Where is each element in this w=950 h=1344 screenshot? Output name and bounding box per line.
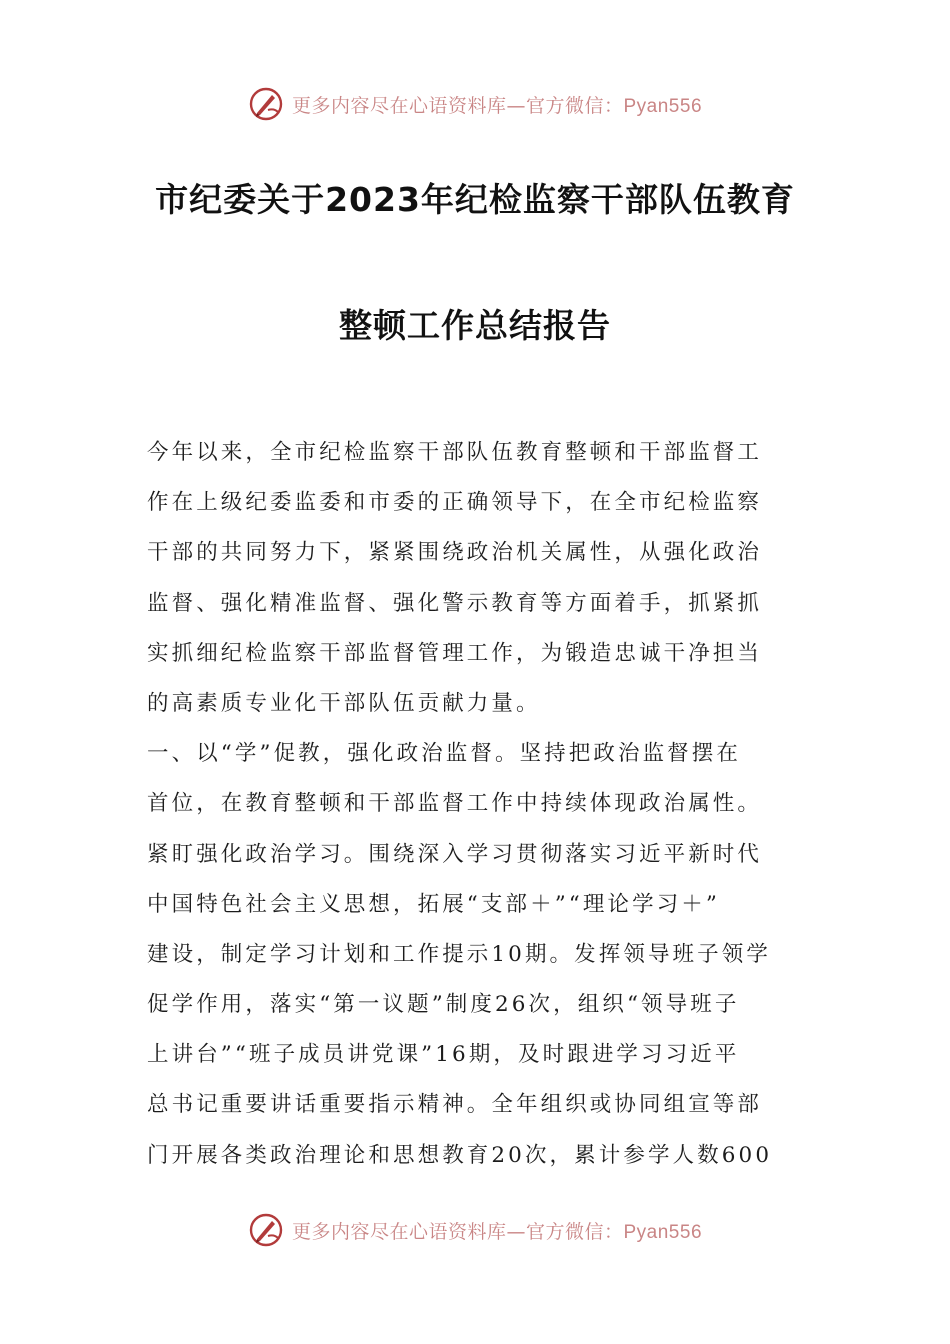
body-line: 监督、强化精准监督、强化警示教育等方面着手，抓紧抓: [147, 590, 763, 616]
document-title-line-1: 市纪委关于2023年纪检监察干部队伍教育: [155, 180, 795, 219]
watermark-text: [292, 1217, 702, 1244]
watermark-text: [292, 91, 702, 118]
body-line: 的高素质专业化干部队伍贡献力量。: [147, 690, 541, 716]
document-body: [147, 428, 807, 1181]
pen-logo-icon: [248, 1212, 284, 1248]
footer-watermark: [0, 1210, 950, 1250]
header-watermark: [0, 84, 950, 124]
document-title-line-2: 整顿工作总结报告: [339, 306, 611, 345]
body-line: 中国特色社会主义思想，拓展“支部＋”“理论学习＋”: [147, 891, 720, 917]
body-line: 建设，制定学习计划和工作提示10期。发挥领导班子领学: [147, 941, 771, 967]
watermark-wechat-id: Pyan556: [623, 1221, 703, 1243]
body-line: 作在上级纪委监委和市委的正确领导下，在全市纪检监察: [147, 490, 763, 516]
body-line: 干部的共同努力下，紧紧围绕政治机关属性，从强化政治: [147, 540, 763, 566]
pen-logo-icon: [248, 86, 284, 122]
body-line: 促学作用，落实“第一议题”制度26次，组织“领导班子: [147, 992, 740, 1018]
body-line: 实抓细纪检监察干部监督管理工作，为锻造忠诚干净担当: [147, 640, 763, 666]
body-line: 总书记重要讲话重要指示精神。全年组织或协同组宣等部: [147, 1092, 763, 1118]
watermark-text-cn: 更多内容尽在心语资料库—官方微信：: [291, 1220, 624, 1243]
body-line: 门开展各类政治理论和思想教育20次，累计参学人数600: [147, 1142, 773, 1168]
body-line: 一、以“学”促教，强化政治监督。坚持把政治监督摆在: [147, 741, 741, 767]
body-line: 紧盯强化政治学习。围绕深入学习贯彻落实习近平新时代: [147, 841, 763, 867]
body-line: 今年以来，全市纪检监察干部队伍教育整顿和干部监督工: [147, 440, 763, 465]
watermark-text-cn: 更多内容尽在心语资料库—官方微信：: [291, 94, 624, 117]
body-line: 上讲台”“班子成员讲党课”16期，及时跟进学习习近平: [147, 1042, 740, 1068]
body-line: 首位，在教育整顿和干部监督工作中持续体现政治属性。: [147, 791, 763, 817]
watermark-wechat-id: Pyan556: [623, 95, 703, 117]
